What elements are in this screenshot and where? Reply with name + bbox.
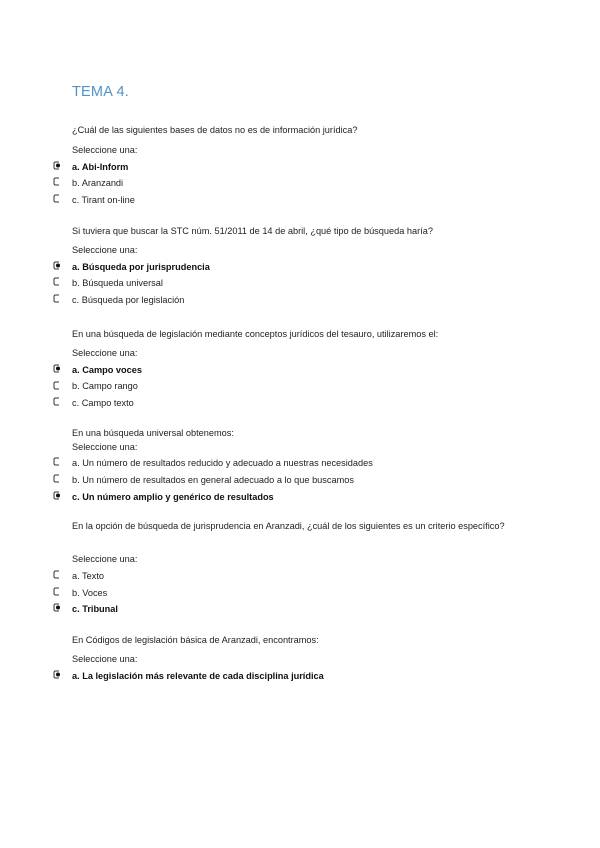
option-label: a. Abi-Inform [72,162,129,172]
question-text: En la opción de búsqueda de jurisprudencia en Aranzadi, ¿cuál de los siguientes es un criterio específico? [72,521,505,531]
option-label: c. Un número amplio y genérico de resultados [72,492,274,502]
question-text: ¿Cuál de las siguientes bases de datos no es de información jurídica? [72,125,358,135]
radio-unselected-icon[interactable] [53,381,62,390]
radio-selected-icon[interactable] [53,161,62,170]
option-label: a. Campo voces [72,365,142,375]
option-label: b. Voces [72,588,108,598]
option-label: a. La legislación más relevante de cada disciplina jurídica [72,671,324,681]
option-label: a. Texto [72,571,105,581]
radio-unselected-icon[interactable] [53,177,62,186]
radio-unselected-icon[interactable] [53,294,62,303]
radio-unselected-icon[interactable] [53,457,62,466]
question-text: En una búsqueda universal obtenemos: [72,428,234,438]
select-prompt: Seleccione una: [72,348,138,358]
option-label: b. Campo rango [72,381,138,391]
radio-unselected-icon[interactable] [53,397,62,406]
option-label: a. Un número de resultados reducido y adecuado a nuestras necesidades [72,458,373,468]
option-label: b. Búsqueda universal [72,278,163,288]
select-prompt: Seleccione una: [72,654,138,664]
option-label: c. Tirant on-line [72,195,135,205]
question-text: En una búsqueda de legislación mediante conceptos jurídicos del tesauro, utilizaremos el: [72,329,439,339]
option-label: a. Búsqueda por jurisprudencia [72,262,210,272]
question-text: En Códigos de legislación básica de Aranzadi, encontramos: [72,635,319,645]
radio-unselected-icon[interactable] [53,587,62,596]
option-label: b. Aranzandi [72,178,124,188]
option-label: c. Campo texto [72,398,134,408]
option-label: c. Tribunal [72,604,118,614]
radio-unselected-icon[interactable] [53,474,62,483]
radio-unselected-icon[interactable] [53,570,62,579]
select-prompt: Seleccione una: [72,145,138,155]
radio-selected-icon[interactable] [53,364,62,373]
radio-selected-icon[interactable] [53,670,62,679]
radio-selected-icon[interactable] [53,261,62,270]
option-label: c. Búsqueda por legislación [72,295,185,305]
question-text: Si tuviera que buscar la STC núm. 51/2011 de 14 de abril, ¿qué tipo de búsqueda haría? [72,226,433,236]
page-title: TEMA 4. [72,84,129,100]
radio-unselected-icon[interactable] [53,194,62,203]
radio-unselected-icon[interactable] [53,277,62,286]
radio-selected-icon[interactable] [53,491,62,500]
option-label: b. Un número de resultados en general adecuado a lo que buscamos [72,475,354,485]
radio-selected-icon[interactable] [53,603,62,612]
select-prompt: Seleccione una: [72,554,138,564]
select-prompt: Seleccione una: [72,245,138,255]
select-prompt: Seleccione una: [72,442,138,452]
